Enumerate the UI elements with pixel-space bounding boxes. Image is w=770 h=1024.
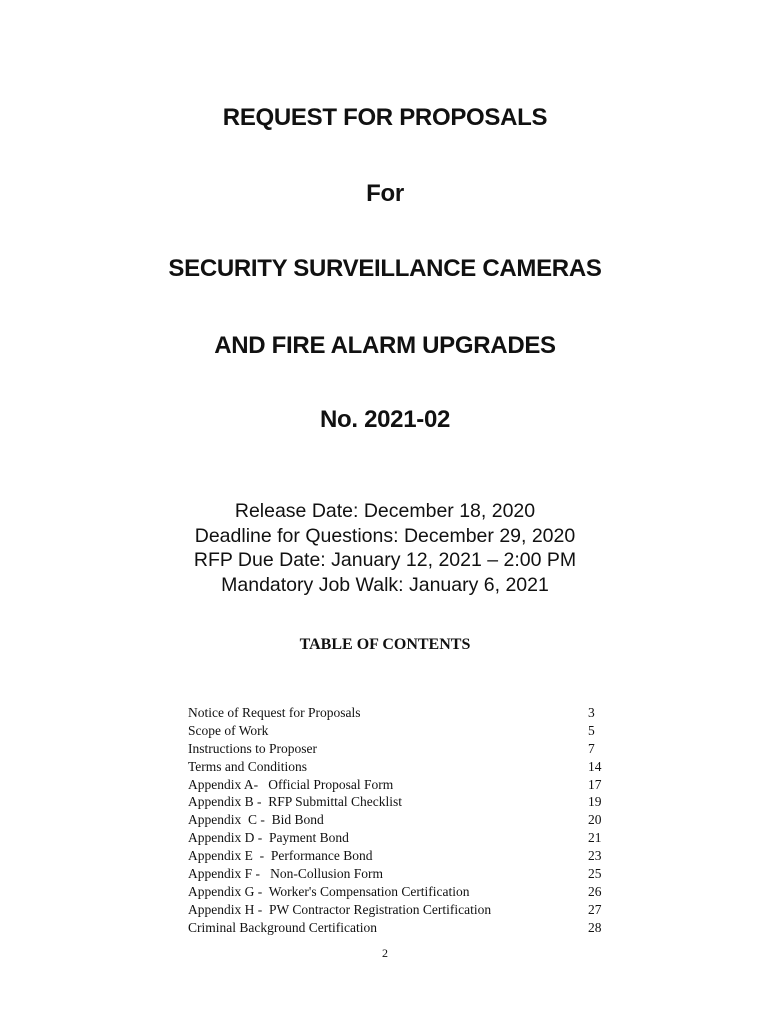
toc-label: Appendix G - Worker's Compensation Certification <box>188 883 470 899</box>
toc-label: Instructions to Proposer <box>188 740 317 756</box>
toc-label: Appendix B - RFP Submittal Checklist <box>188 794 403 810</box>
toc-row[interactable] <box>188 865 618 883</box>
toc-row[interactable] <box>188 740 618 758</box>
toc-row[interactable] <box>188 793 618 811</box>
title-line-3: SECURITY SURVEILLANCE CAMERAS <box>168 255 602 282</box>
toc-row[interactable] <box>188 776 618 794</box>
toc-page: 28 <box>588 919 602 935</box>
toc-page: 3 <box>588 705 595 720</box>
toc-page: 26 <box>588 883 602 899</box>
toc-heading: TABLE OF CONTENTS <box>299 636 471 653</box>
toc-page: 17 <box>588 776 602 792</box>
toc-page: 5 <box>588 722 595 738</box>
key-dates <box>0 499 770 597</box>
toc-label: Appendix F - Non-Collusion Form <box>188 866 384 882</box>
table-of-contents <box>188 704 618 937</box>
toc-label: Appendix C - Bid Bond <box>188 812 324 828</box>
toc-row[interactable] <box>188 847 618 865</box>
toc-page: 19 <box>588 794 602 810</box>
title-line-4: AND FIRE ALARM UPGRADES <box>214 332 556 359</box>
toc-page: 7 <box>588 740 595 756</box>
questions-deadline: Deadline for Questions: December 29, 2020 <box>194 524 576 547</box>
toc-row[interactable] <box>188 919 618 937</box>
toc-row[interactable] <box>188 901 618 919</box>
toc-label: Criminal Background Certification <box>188 919 377 935</box>
toc-row[interactable] <box>188 704 618 722</box>
toc-page: 14 <box>588 758 602 774</box>
page-number: 2 <box>382 946 388 960</box>
toc-label: Scope of Work <box>188 722 269 738</box>
toc-label: Terms and Conditions <box>188 758 308 774</box>
toc-row[interactable] <box>188 722 618 740</box>
toc-row[interactable] <box>188 811 618 829</box>
title-line-1: REQUEST FOR PROPOSALS <box>222 104 548 131</box>
toc-label: Appendix D - Payment Bond <box>188 830 349 846</box>
toc-label: Appendix H - PW Contractor Registration Certification <box>188 901 492 917</box>
toc-label: Appendix A- Official Proposal Form <box>188 776 394 792</box>
toc-page: 23 <box>588 848 602 864</box>
toc-page: 25 <box>588 866 602 882</box>
toc-row[interactable] <box>188 883 618 901</box>
toc-page: 27 <box>588 901 602 917</box>
toc-page: 20 <box>588 812 602 828</box>
job-walk-date: Mandatory Job Walk: January 6, 2021 <box>221 573 549 596</box>
rfp-number: No. 2021-02 <box>319 406 451 433</box>
toc-label: Appendix E - Performance Bond <box>188 848 373 864</box>
toc-row[interactable] <box>188 758 618 776</box>
rfp-due-date: RFP Due Date: January 12, 2021 – 2:00 PM <box>193 549 577 571</box>
title-line-2: For <box>366 180 404 207</box>
release-date: Release Date: December 18, 2020 <box>234 500 536 522</box>
toc-label: Notice of Request for Proposals <box>188 705 361 720</box>
toc-row[interactable] <box>188 829 618 847</box>
toc-page: 21 <box>588 830 602 846</box>
